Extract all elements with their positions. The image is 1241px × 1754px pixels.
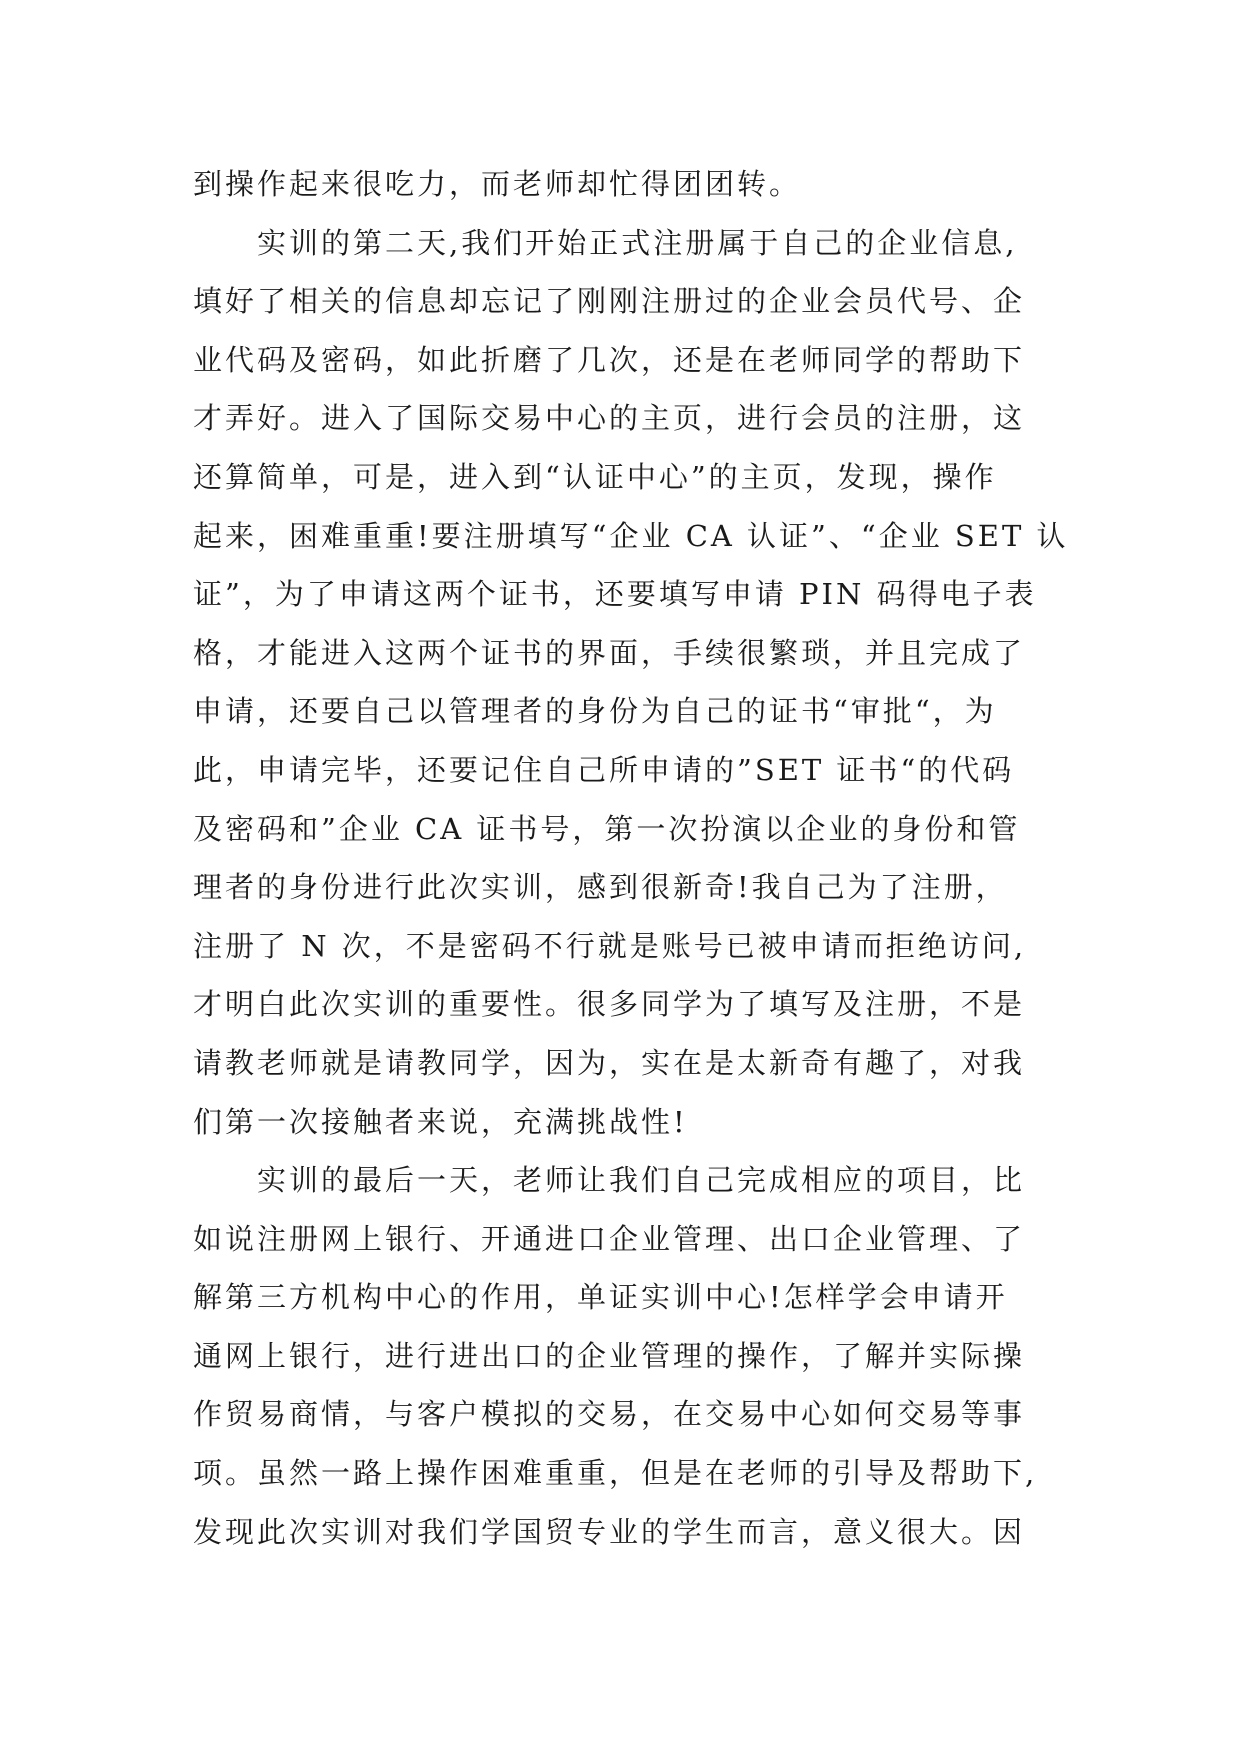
text-line: 理者的身份进行此次实训，感到很新奇!我自己为了注册， [193,870,1008,905]
text-line: 申请，还要自己以管理者的身份为自己的证书“审批“，为 [193,694,997,729]
text-line: 还算简单，可是，进入到“认证中心”的主页，发现，操作 [193,459,997,494]
text-line: 通网上银行，进行进出口的企业管理的操作，了解并实际操 [193,1338,1026,1373]
text-line: 请教老师就是请教同学，因为，实在是太新奇有趣了，对我 [193,1045,1026,1080]
text-line: 才明白此次实训的重要性。很多同学为了填写及注册，不是 [193,987,1026,1022]
text-line: 实训的最后一天，老师让我们自己完成相应的项目，比 [193,1163,1026,1198]
text-line: 填好了相关的信息却忘记了刚刚注册过的企业会员代号、企 [193,284,1026,319]
text-line: 项。虽然一路上操作困难重重，但是在老师的引导及帮助下, [193,1456,1038,1491]
text-line: 发现此次实训对我们学国贸专业的学生而言，意义很大。因 [193,1514,1026,1549]
text-line: 到操作起来很吃力，而老师却忙得团团转。 [193,167,802,201]
text-line: 格，才能进入这两个证书的界面，手续很繁琐，并且完成了 [193,635,1026,670]
text-line: 如说注册网上银行、开通进口企业管理、出口企业管理、了 [193,1221,1026,1256]
text-line: 注册了 N 次，不是密码不行就是账号已被申请而拒绝访问, [193,928,1027,963]
text-line: 们第一次接触者来说，充满挑战性! [193,1104,688,1139]
text-line: 此，申请完毕，还要记住自己所申请的”SET 证书“的代码 [193,752,1015,787]
text-line: 起来，困难重重!要注册填写“企业 CA 认证”、“企业 SET 认 [193,518,1069,553]
text-line: 实训的第二天,我们开始正式注册属于自己的企业信息, [193,225,1018,260]
text-line: 解第三方机构中心的作用，单证实训中心!怎样学会申请开 [193,1280,1008,1315]
text-line: 及密码和”企业 CA 证书号，第一次扮演以企业的身份和管 [193,811,1021,846]
body-text [193,155,1073,1561]
text-line: 作贸易商情，与客户模拟的交易，在交易中心如何交易等事 [193,1397,1026,1432]
text-line: 业代码及密码，如此折磨了几次，还是在老师同学的帮助下 [193,342,1026,377]
text-line: 证”，为了申请这两个证书，还要填写申请 PIN 码得电子表 [193,577,1037,612]
text-line: 才弄好。进入了国际交易中心的主页，进行会员的注册，这 [193,401,1026,436]
